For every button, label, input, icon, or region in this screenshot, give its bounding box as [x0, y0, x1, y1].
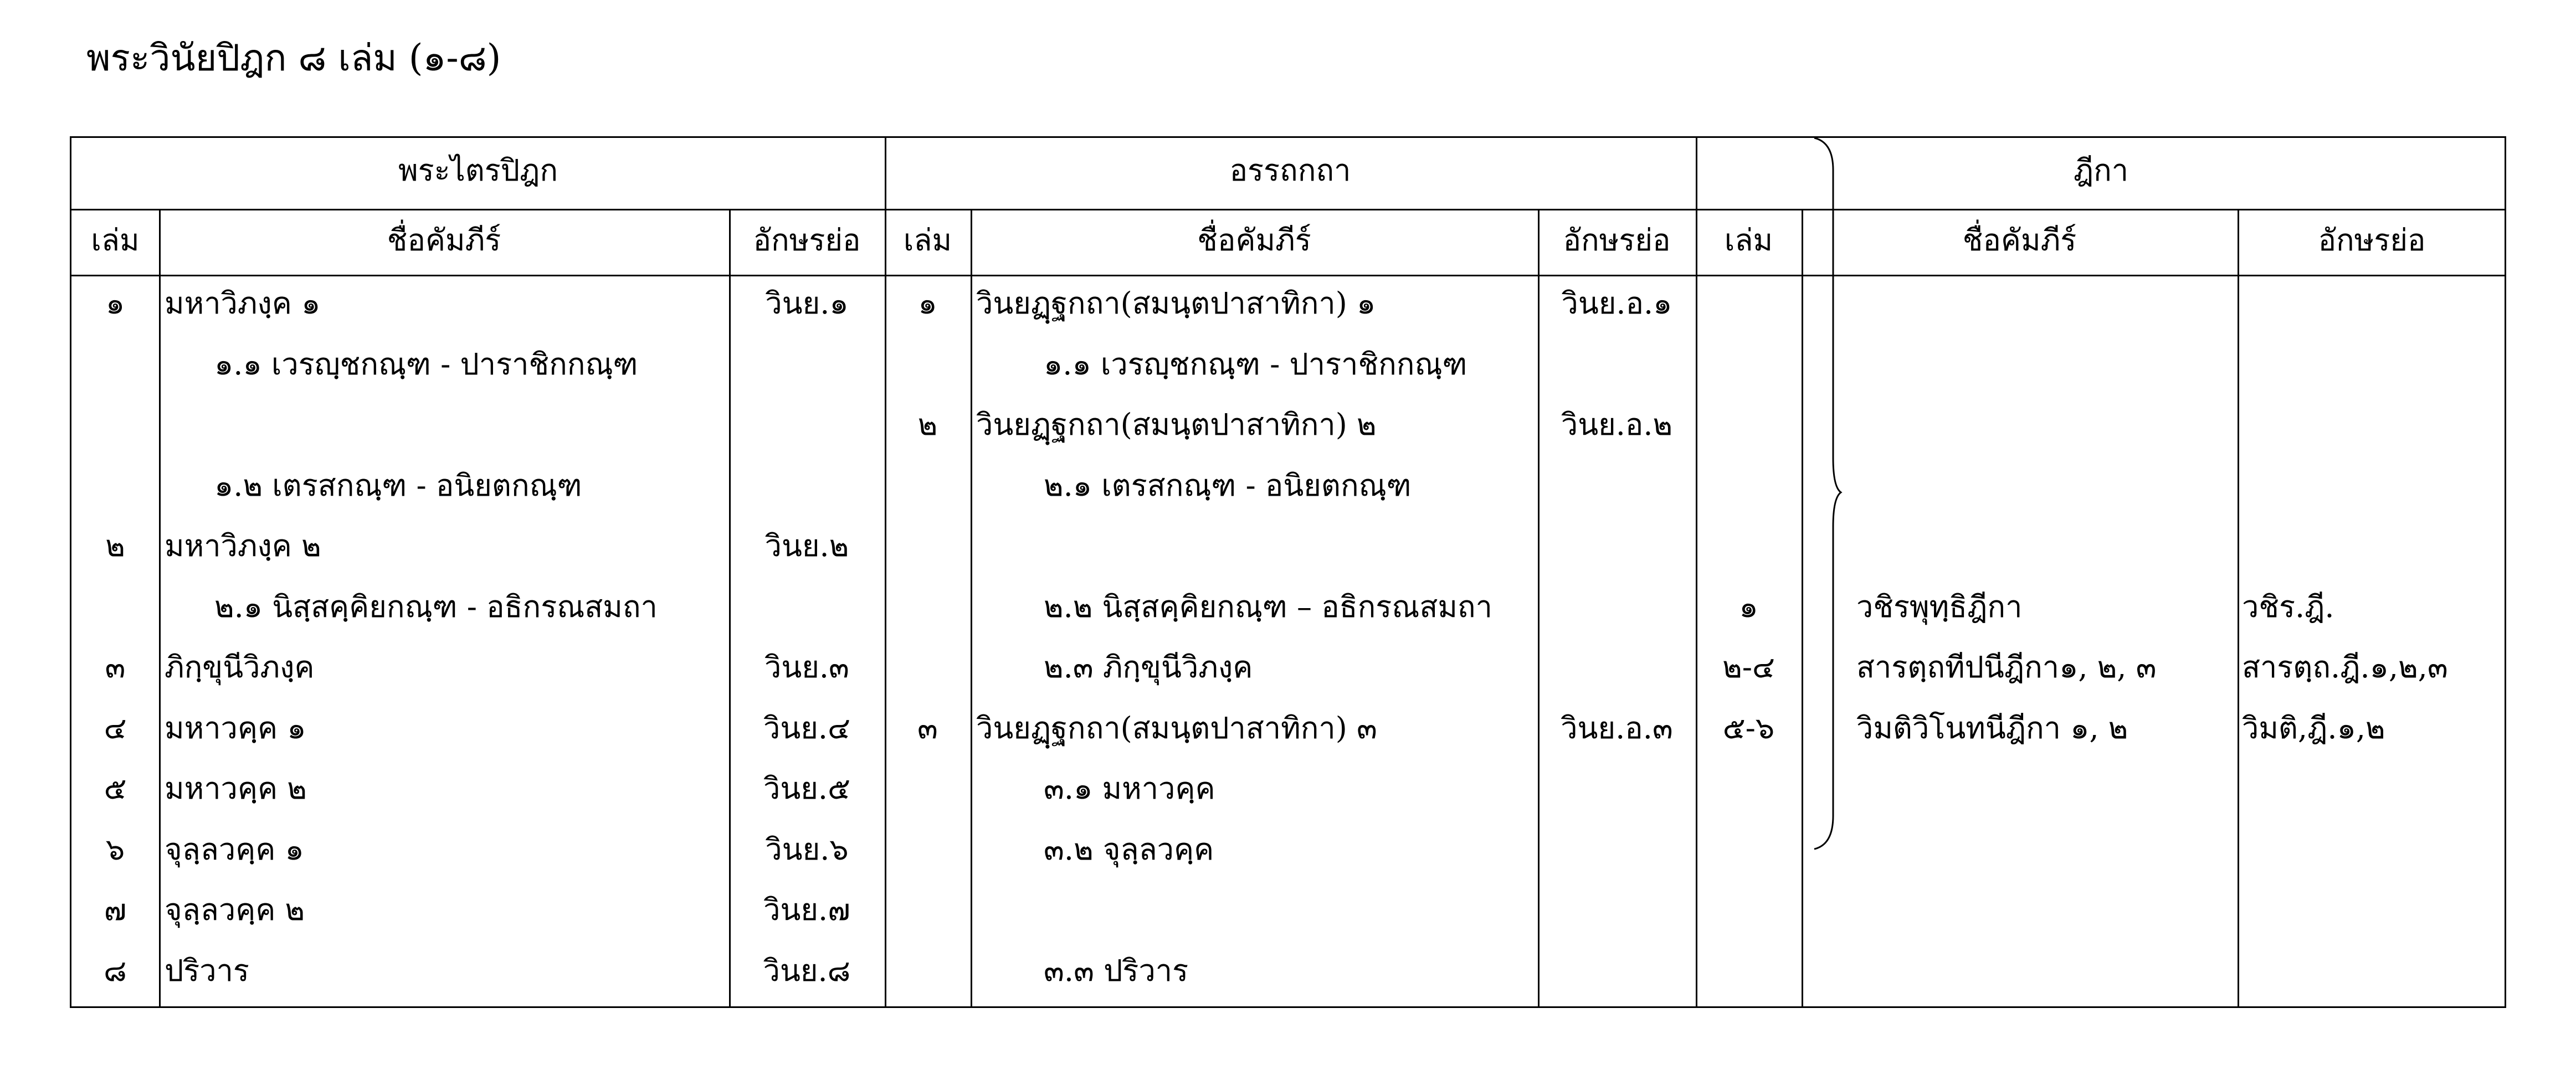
tipitaka-volume-cell: ๕ — [104, 771, 127, 806]
tipitaka-name-cell: จุลฺลวคฺค ๒ — [165, 892, 305, 927]
column-header-volume: เล่ม — [91, 223, 140, 258]
column-header-name: ชื่อคัมภีร์ — [1197, 223, 1311, 258]
tika-abbr-cell: วิมติ,ฎี.๑,๒ — [2242, 711, 2385, 745]
tipitaka-volume-cell: ๘ — [104, 953, 127, 988]
tika-name-cell: สารตฺถทีปนีฎีกา๑, ๒, ๓ — [1856, 650, 2157, 685]
column-header-name: ชื่อคัมภีร์ — [387, 223, 501, 258]
tika-abbr-cell: วชิร.ฎี. — [2242, 589, 2334, 624]
tipitaka-name-cell: ๑.๑ เวรญฺชกณฺฑ - ปาราชิกกณฺฑ — [214, 347, 638, 382]
atthakatha-abbr-cell: วินย.อ.๑ — [1561, 286, 1672, 321]
atthakatha-volume-cell: ๑ — [918, 286, 937, 321]
col-divider — [1538, 210, 1540, 1006]
atthakatha-name-cell: ๓.๓ ปริวาร — [1044, 953, 1189, 988]
tika-volume-cell: ๑ — [1739, 589, 1758, 624]
tipitaka-name-cell: ปริวาร — [165, 953, 249, 988]
tipitaka-volume-cell: ๔ — [104, 711, 127, 745]
column-header-abbr: อักษรย่อ — [2318, 223, 2426, 258]
col-divider — [159, 210, 161, 1006]
subheader-divider — [71, 275, 2505, 276]
column-header-volume: เล่ม — [1724, 223, 1773, 258]
tika-name-cell: วิมติวิโนทนีฎีกา ๑, ๒ — [1856, 711, 2128, 745]
tika-name-cell: วชิรพุทฺธิฎีกา — [1856, 589, 2023, 624]
tipitaka-name-cell: ๒.๑ นิสฺสคฺคิยกณฺฑ - อธิกรณสมถา — [214, 589, 658, 624]
group-header-atthakatha: อรรถกถา — [1229, 153, 1351, 188]
atthakatha-name-cell: ๒.๒ นิสฺสคฺคิยกณฺฑ – อธิกรณสมถา — [1044, 589, 1492, 624]
group-divider — [1696, 138, 1697, 1006]
atthakatha-name-cell: ๓.๒ จุลฺลวคฺค — [1044, 832, 1214, 867]
tipitaka-abbr-cell: วินย.๖ — [765, 832, 849, 867]
column-header-abbr: อักษรย่อ — [1563, 223, 1671, 258]
tipitaka-name-cell: ภิกฺขุนีวิภงฺค — [165, 650, 315, 685]
tipitaka-abbr-cell: วินย.๓ — [764, 650, 849, 685]
header-divider — [71, 209, 2505, 210]
tipitaka-volume-cell: ๓ — [105, 650, 126, 685]
column-header-volume: เล่ม — [903, 223, 952, 258]
atthakatha-volume-cell: ๓ — [917, 711, 938, 745]
atthakatha-volume-cell: ๒ — [917, 407, 938, 442]
vinaya-table — [70, 136, 2506, 1008]
tipitaka-volume-cell: ๗ — [104, 892, 127, 927]
atthakatha-name-cell: วินยฏฺฐกถา(สมนฺตปาสาทิกา) ๒ — [976, 407, 1377, 442]
tika-volume-cell: ๕-๖ — [1722, 711, 1775, 745]
tipitaka-volume-cell: ๖ — [105, 832, 125, 867]
tipitaka-name-cell: มหาวิภงฺค ๑ — [165, 286, 321, 321]
col-divider — [971, 210, 972, 1006]
tipitaka-name-cell: มหาวิภงฺค ๒ — [165, 528, 321, 563]
atthakatha-name-cell: ๓.๑ มหาวคฺค — [1044, 771, 1215, 806]
atthakatha-abbr-cell: วินย.อ.๓ — [1561, 711, 1673, 745]
column-header-abbr: อักษรย่อ — [753, 223, 861, 258]
tipitaka-name-cell: มหาวคฺค ๒ — [165, 771, 307, 806]
tipitaka-name-cell: มหาวคฺค ๑ — [165, 711, 306, 745]
col-divider — [729, 210, 731, 1006]
tipitaka-name-cell: ๑.๒ เตรสกณฺฑ - อนิยตกณฺฑ — [214, 468, 582, 503]
column-header-name: ชื่อคัมภีร์ — [1962, 223, 2077, 258]
curly-brace-icon — [1811, 138, 1844, 980]
tipitaka-name-cell: จุลฺลวคฺค ๑ — [165, 832, 304, 867]
atthakatha-name-cell: ๒.๓ ภิกฺขุนีวิภงฺค — [1044, 650, 1253, 685]
tipitaka-volume-cell: ๑ — [105, 286, 125, 321]
atthakatha-name-cell: ๑.๑ เวรญฺชกณฺฑ - ปาราชิกกณฺฑ — [1044, 347, 1467, 382]
atthakatha-name-cell: ๒.๑ เตรสกณฺฑ - อนิยตกณฺฑ — [1044, 468, 1412, 503]
tika-abbr-cell: สารตฺถ.ฎี.๑,๒,๓ — [2242, 650, 2448, 685]
col-divider — [1802, 210, 1803, 1006]
document-title: พระวินัยปิฎก ๘ เล่ม (๑-๘) — [86, 37, 501, 79]
tipitaka-abbr-cell: วินย.๔ — [763, 711, 850, 745]
atthakatha-abbr-cell: วินย.อ.๒ — [1561, 407, 1673, 442]
tipitaka-abbr-cell: วินย.๑ — [765, 286, 849, 321]
group-header-tipitaka: พระไตรปิฎก — [398, 153, 558, 188]
group-header-tika: ฎีกา — [2073, 153, 2129, 188]
tika-volume-cell: ๒-๔ — [1722, 650, 1775, 685]
tipitaka-abbr-cell: วินย.๘ — [763, 953, 851, 988]
col-divider — [2238, 210, 2239, 1006]
atthakatha-name-cell: วินยฏฺฐกถา(สมนฺตปาสาทิกา) ๓ — [976, 711, 1377, 745]
tipitaka-abbr-cell: วินย.๕ — [763, 771, 850, 806]
tipitaka-volume-cell: ๒ — [105, 528, 125, 563]
atthakatha-name-cell: วินยฏฺฐกถา(สมนฺตปาสาทิกา) ๑ — [976, 286, 1376, 321]
tipitaka-abbr-cell: วินย.๒ — [764, 528, 849, 563]
tipitaka-abbr-cell: วินย.๗ — [763, 892, 850, 927]
group-divider — [885, 138, 886, 1006]
